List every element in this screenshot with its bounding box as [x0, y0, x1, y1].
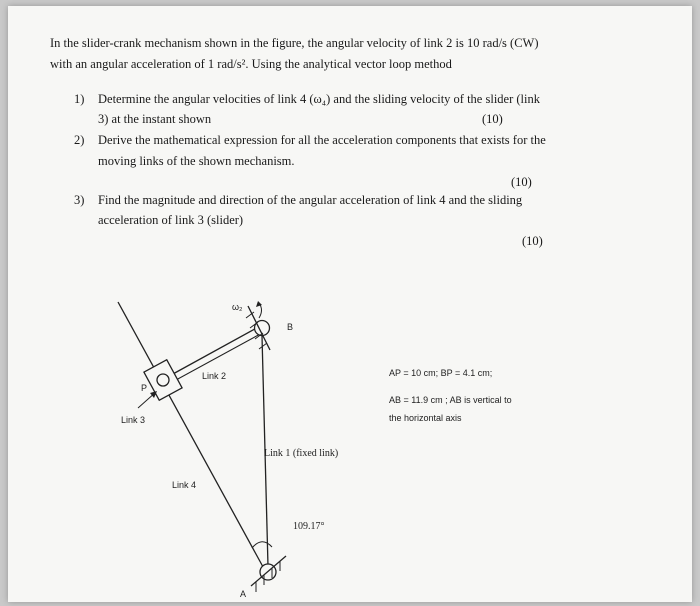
- item-2-number: 2): [74, 133, 85, 147]
- angle-arc: [252, 542, 272, 548]
- item-3-number: 3): [74, 193, 85, 207]
- item-1-marks: (10): [482, 112, 503, 126]
- item-3-line-1: Find the magnitude and direction of the angular acceleration of link 4 and the sliding: [98, 193, 523, 207]
- point-b-label: B: [287, 322, 294, 332]
- intro-line-1: In the slider-crank mechanism shown in the figure, the angular velocity of link 2 is 10 rad/s (CW): [50, 36, 539, 50]
- link3-label: Link 3: [121, 415, 146, 425]
- item-2-marks: (10): [511, 175, 532, 189]
- dims-line-3: the horizontal axis: [389, 413, 462, 423]
- dims-line-1: AP = 10 cm; BP = 4.1 cm;: [389, 368, 493, 378]
- item-2-line-1: Derive the mathematical expression for all the acceleration components that exists for the: [98, 133, 546, 147]
- link4-bar: [118, 302, 268, 576]
- link1-label: Link 1 (fixed link): [264, 448, 339, 459]
- dims-line-2: AB = 11.9 cm ; AB is vertical to: [389, 395, 512, 405]
- item-2-line-2: moving links of the shown mechanism.: [98, 154, 295, 168]
- angle-label: 109.17°: [293, 521, 325, 532]
- item-3-line-2: acceleration of link 3 (slider): [98, 213, 244, 227]
- item-3-marks: (10): [522, 234, 543, 248]
- point-a-label: A: [240, 589, 247, 599]
- link2-label: Link 2: [202, 371, 227, 381]
- item-1-line-2: 3) at the instant shown: [98, 112, 212, 126]
- intro-line-2: with an angular acceleration of 1 rad/s². Using the analytical vector loop method: [50, 57, 452, 71]
- item-1-line-1: Determine the angular velocities of link 4 (ω₄) and the sliding velocity of the slider (link: [98, 92, 540, 106]
- pin-p: [157, 374, 169, 386]
- link4-label: Link 4: [172, 480, 197, 490]
- point-p-label: P: [141, 383, 148, 393]
- item-1-number: 1): [74, 92, 85, 106]
- omega-2-label: ω₂: [232, 302, 243, 312]
